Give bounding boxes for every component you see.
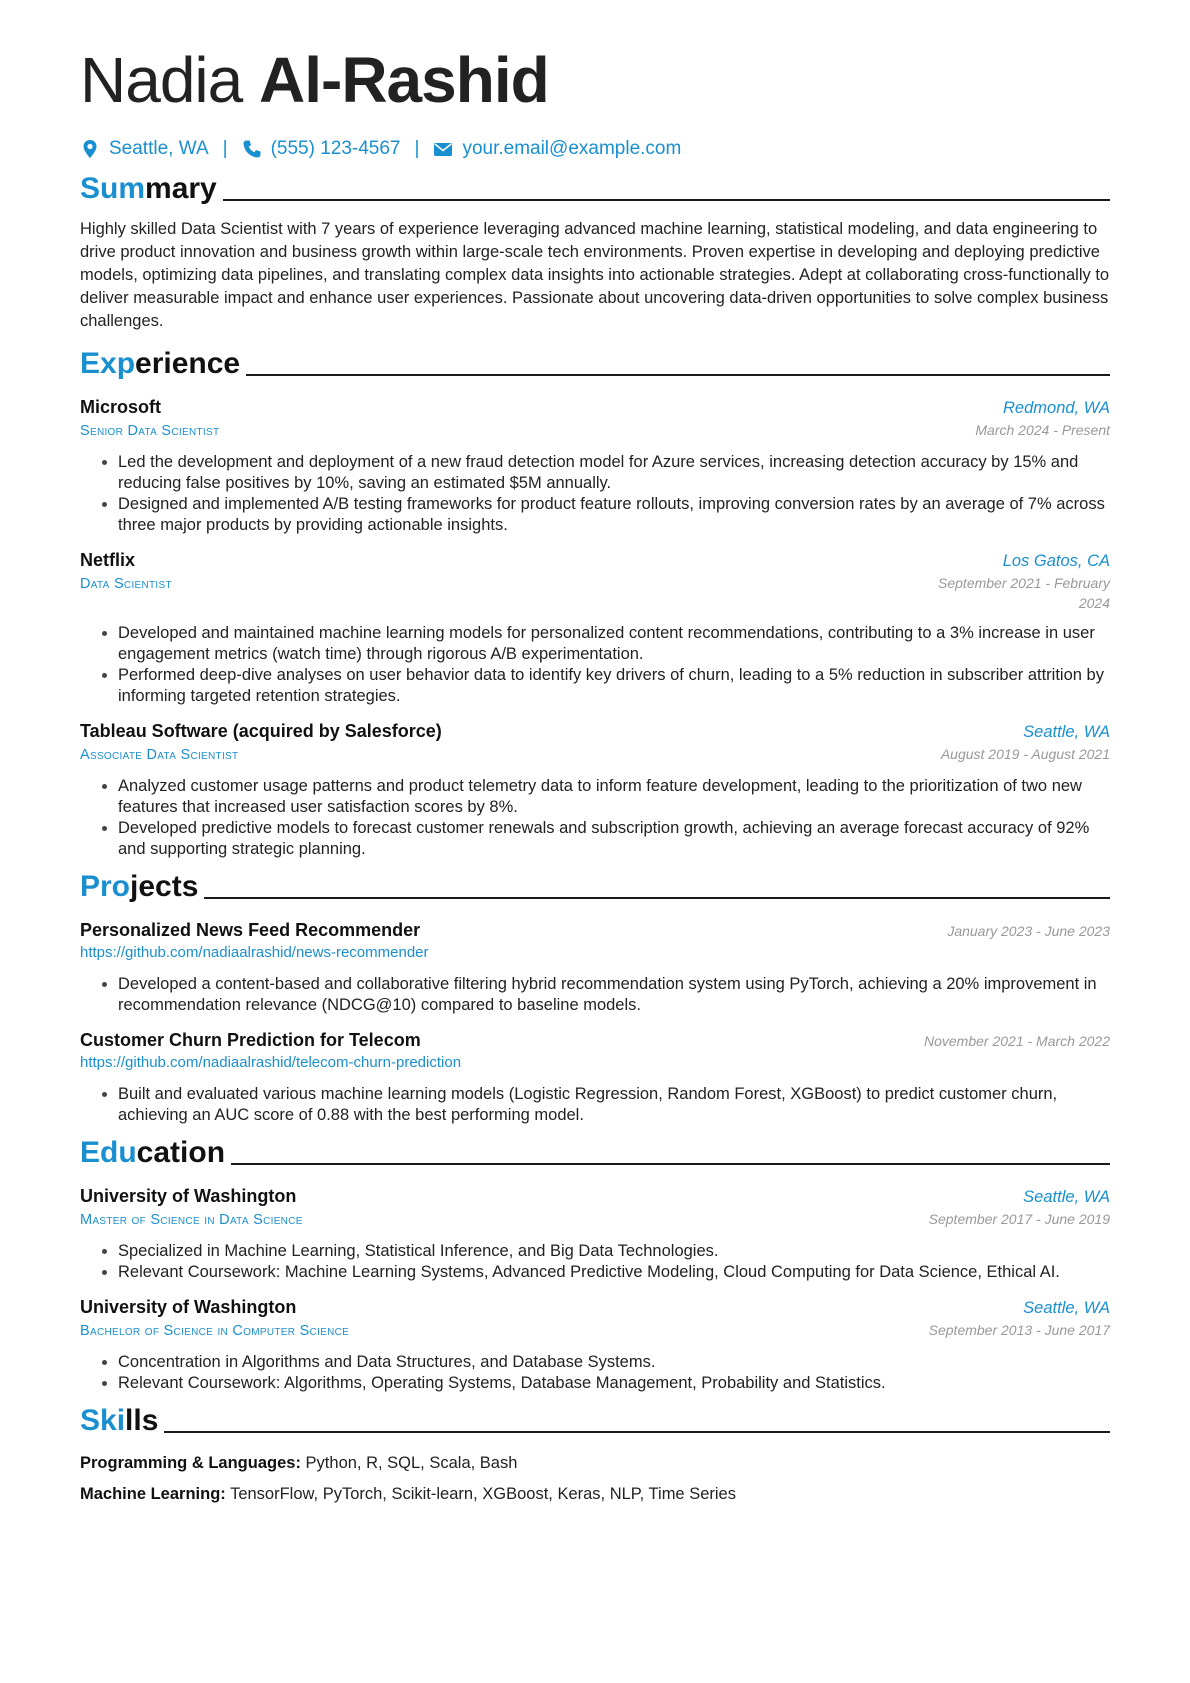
contact-bar (80, 134, 1110, 164)
job-location: Seattle, WA (1023, 723, 1110, 741)
project-bullets (80, 1084, 1110, 1126)
project-dates: November 2021 - March 2022 (924, 1033, 1110, 1049)
candidate-name (80, 0, 1110, 120)
bullet-item: • Led the development and deployment of a new fraud detection model for Azure services, increasing detection accuracy by 15% and reducing false positives by 10%, saving an estimated $5M annually. (118, 452, 1110, 494)
phone-icon (242, 139, 262, 159)
school-name: University of Washington (80, 1297, 297, 1317)
project-link[interactable]: https://github.com/nadiaalrashid/telecom-churn-prediction (80, 1054, 462, 1071)
contact-email[interactable] (433, 138, 681, 160)
job-bullets (80, 452, 1110, 536)
project-dates: January 2023 - June 2023 (947, 923, 1110, 939)
education-dates: September 2013 - June 2017 (928, 1322, 1110, 1338)
project-entry (80, 918, 1110, 1016)
skill-label: Machine Learning: (80, 1485, 226, 1503)
bullet-item: • Analyzed customer usage patterns and product telemetry data to inform feature development, leading to the prioritization of two new features that increased user satisfaction scores by 8%. (118, 776, 1110, 818)
map-pin-icon (80, 139, 100, 159)
bullet-item: • Specialized in Machine Learning, Statistical Inference, and Big Data Technologies. (118, 1241, 1110, 1262)
section-education (80, 1134, 1110, 1172)
section-title: Education (80, 1136, 226, 1169)
job-bullets (80, 776, 1110, 860)
job-bullets (80, 623, 1110, 707)
education-entry (80, 1295, 1110, 1394)
bullet-item: • Developed and maintained machine learning models for personalized content recommendations, contributing to a 3% increase in user engagement metrics (watch time) through rigorous A/B experimentation. (118, 623, 1110, 665)
envelope-icon (433, 139, 453, 159)
section-rule (231, 1163, 1110, 1165)
summary-text: Highly skilled Data Scientist with 7 years of experience leveraging advanced machine learning, statistical modeling, and data engineering to drive product innovation and business growth within large-scale tech environments. Proven expertise in developing and deploying predictive models, optimizing data pipelines, and translating complex data insights into actionable strategies. Adept at collaborating cross-functionally to deliver measurable impact and enhance user experiences. Passionate about uncovering data-driven opportunities to solve complex business challenges. (80, 220, 1110, 330)
bullet-item: • Built and evaluated various machine learning models (Logistic Regression, Random Forest, XGBoost) to predict customer churn, achieving an AUC score of 0.88 with the best performing model. (118, 1084, 1110, 1126)
job-location: Redmond, WA (1003, 399, 1110, 417)
bullet-item: • Designed and implemented A/B testing frameworks for product feature rollouts, improving conversion rates by an average of 7% across three major products by providing actionable insights. (118, 494, 1110, 536)
project-name: Customer Churn Prediction for Telecom (80, 1030, 421, 1050)
first-name: Nadia (80, 44, 243, 116)
skill-row (80, 1483, 1110, 1505)
degree-name: Bachelor of Science in Computer Science (80, 1323, 350, 1339)
job-dates: March 2024 - Present (975, 422, 1110, 438)
project-bullets (80, 974, 1110, 1016)
section-skills (80, 1402, 1110, 1440)
job-role: Senior Data Scientist (80, 423, 220, 439)
contact-separator: | (222, 138, 228, 159)
job-location: Los Gatos, CA (1002, 552, 1110, 570)
bullet-item: • Relevant Coursework: Machine Learning Systems, Advanced Predictive Modeling, Cloud Computing for Data Science, Ethical AI. (118, 1262, 1110, 1283)
last-name: Al-Rashid (259, 44, 549, 116)
section-title: Projects (80, 870, 199, 903)
company-name: Tableau Software (acquired by Salesforce) (80, 721, 442, 741)
bullet-item: • Developed predictive models to forecast customer renewals and subscription growth, achieving an average forecast accuracy of 92% and supporting strategic planning. (118, 818, 1110, 860)
location-text: Seattle, WA (109, 138, 209, 159)
email-link[interactable]: your.email@example.com (462, 138, 682, 159)
job-entry (80, 719, 1110, 860)
contact-phone[interactable] (242, 138, 401, 160)
section-title: Summary (80, 172, 217, 205)
job-role: Associate Data Scientist (80, 747, 239, 763)
section-experience (80, 345, 1110, 383)
bullet-item: • Performed deep-dive analyses on user behavior data to identify key drivers of churn, leading to a 5% reduction in subscriber attrition by informing targeted retention strategies. (118, 665, 1110, 707)
education-bullets (80, 1241, 1110, 1283)
education-entry (80, 1184, 1110, 1283)
skill-row (80, 1452, 1110, 1474)
skill-label: Programming & Languages: (80, 1454, 301, 1472)
school-location: Seattle, WA (1023, 1188, 1110, 1206)
degree-name: Master of Science in Data Science (80, 1212, 303, 1228)
contact-location (80, 138, 209, 160)
project-name: Personalized News Feed Recommender (80, 920, 421, 940)
contact-separator: | (414, 138, 420, 159)
phone-text[interactable]: (555) 123-4567 (270, 138, 401, 159)
section-rule (223, 199, 1110, 201)
section-rule (204, 897, 1110, 899)
section-projects (80, 868, 1110, 906)
school-location: Seattle, WA (1023, 1299, 1110, 1317)
company-name: Netflix (80, 550, 136, 570)
bullet-item: • Concentration in Algorithms and Data Structures, and Database Systems. (118, 1352, 1110, 1373)
skill-value: Python, R, SQL, Scala, Bash (305, 1454, 518, 1472)
section-title: Skills (80, 1404, 159, 1437)
project-entry (80, 1028, 1110, 1126)
bullet-item: • Developed a content-based and collaborative filtering hybrid recommendation system using PyTorch, achieving a 20% improvement in recommendation relevance (NDCG@10) compared to baseline models. (118, 974, 1110, 1016)
project-link[interactable]: https://github.com/nadiaalrashid/news-recommender (80, 944, 429, 961)
education-bullets (80, 1352, 1110, 1394)
school-name: University of Washington (80, 1186, 297, 1206)
bullet-item: • Relevant Coursework: Algorithms, Operating Systems, Database Management, Probability and Statistics. (118, 1373, 1110, 1394)
job-dates: September 2021 - February 2024 (938, 575, 1110, 611)
job-role: Data Scientist (80, 576, 172, 592)
education-dates: September 2017 - June 2019 (928, 1211, 1110, 1227)
company-name: Microsoft (80, 397, 161, 417)
job-dates: August 2019 - August 2021 (940, 746, 1110, 762)
section-title: Experience (80, 347, 241, 380)
job-entry (80, 548, 1110, 707)
job-entry (80, 395, 1110, 536)
section-rule (246, 374, 1110, 376)
section-rule (164, 1431, 1110, 1433)
section-summary (80, 170, 1110, 208)
skill-value: TensorFlow, PyTorch, Scikit-learn, XGBoost, Keras, NLP, Time Series (230, 1485, 736, 1503)
